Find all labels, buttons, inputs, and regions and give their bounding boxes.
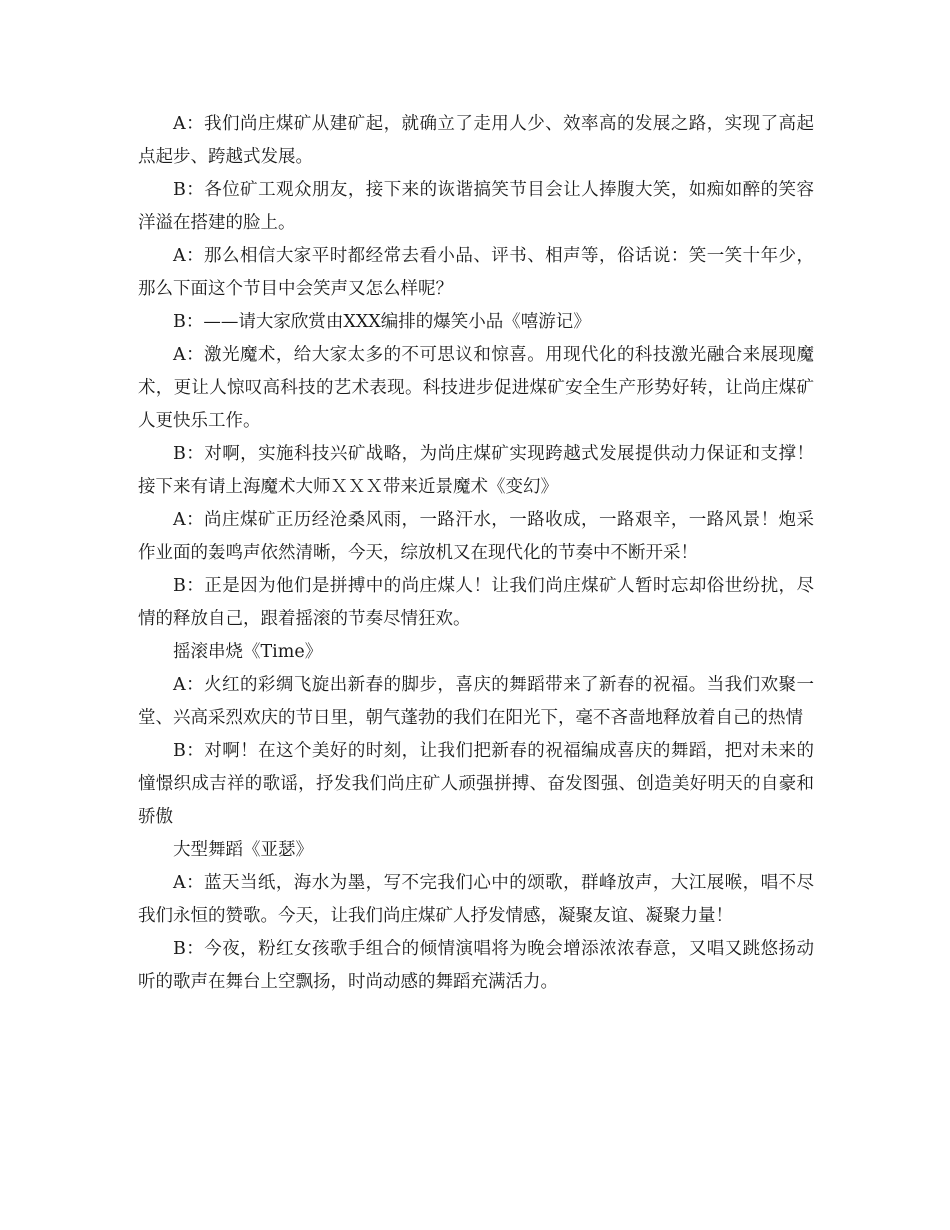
paragraph-a-spring-dance: A：火红的彩绸飞旋出新春的脚步，喜庆的舞蹈带来了新春的祝福。当我们欢聚一堂、兴高采烈欢庆的节日里，朝气蓬勃的我们在阳光下，毫不吝啬地释放着自己的热情 <box>138 675 814 728</box>
paragraph-a-hymn: A：蓝天当纸，海水为墨，写不完我们心中的颂歌，群峰放声，大江展喉，唱不尽我们永恒的赞歌。今天，让我们尚庄煤矿人抒发情感，凝聚友谊、凝聚力量！ <box>138 873 814 926</box>
paragraph-b-spring-blessing: B：对啊！在这个美好的时刻，让我们把新春的祝福编成喜庆的舞蹈，把对未来的憧憬织成吉祥的歌谣，抒发我们尚庄矿人顽强拼搏、奋发图强、创造美好明天的自豪和骄傲 <box>138 741 814 827</box>
paragraph-a-laughter: A：那么相信大家平时都经常去看小品、评书、相声等，俗话说：笑一笑十年少，那么下面这个节目中会笑声又怎么样呢？ <box>138 246 814 299</box>
paragraph-a-mine-journey: A：尚庄煤矿正历经沧桑风雨，一路汗水，一路收成，一路艰辛，一路风景！炮采作业面的轰鸣声依然清晰，今天，综放机又在现代化的节奏中不断开采！ <box>138 510 814 563</box>
paragraph-b-magic-announcement: B：对啊，实施科技兴矿战略，为尚庄煤矿实现跨越式发展提供动力保证和支撑！接下来有请上海魔术大师ＸＸＸ带来近景魔术《变幻》 <box>138 444 814 497</box>
program-title-rock-medley: 摇滚串烧《Time》 <box>173 642 323 662</box>
paragraph-b-skit-announcement: B：——请大家欣赏由XXX编排的爆笑小品《嘻游记》 <box>173 312 591 332</box>
paragraph-a-laser-magic: A：激光魔术，给大家太多的不可思议和惊喜。用现代化的科技激光融合来展现魔术，更让人惊叹高科技的艺术表现。科技进步促进煤矿安全生产形势好转，让尚庄煤矿人更快乐工作。 <box>138 345 814 431</box>
paragraph-a-mine-history: A：我们尚庄煤矿从建矿起，就确立了走用人少、效率高的发展之路，实现了高起点起步、跨越式发展。 <box>138 114 814 167</box>
paragraph-b-comedy-intro: B：各位矿工观众朋友，接下来的诙谐搞笑节目会让人捧腹大笑，如痴如醉的笑容洋溢在搭建的脸上。 <box>138 180 814 233</box>
program-title-large-dance: 大型舞蹈《亚瑟》 <box>173 840 313 860</box>
paragraph-b-girl-group: B：今夜，粉红女孩歌手组合的倾情演唱将为晚会增添浓浓春意，又唱又跳悠扬动听的歌声在舞台上空飘扬，时尚动感的舞蹈充满活力。 <box>138 939 814 992</box>
document-page <box>138 108 814 999</box>
paragraph-b-rock-intro: B：正是因为他们是拼搏中的尚庄煤人！让我们尚庄煤矿人暂时忘却俗世纷扰，尽情的释放自己，跟着摇滚的节奏尽情狂欢。 <box>138 576 814 629</box>
